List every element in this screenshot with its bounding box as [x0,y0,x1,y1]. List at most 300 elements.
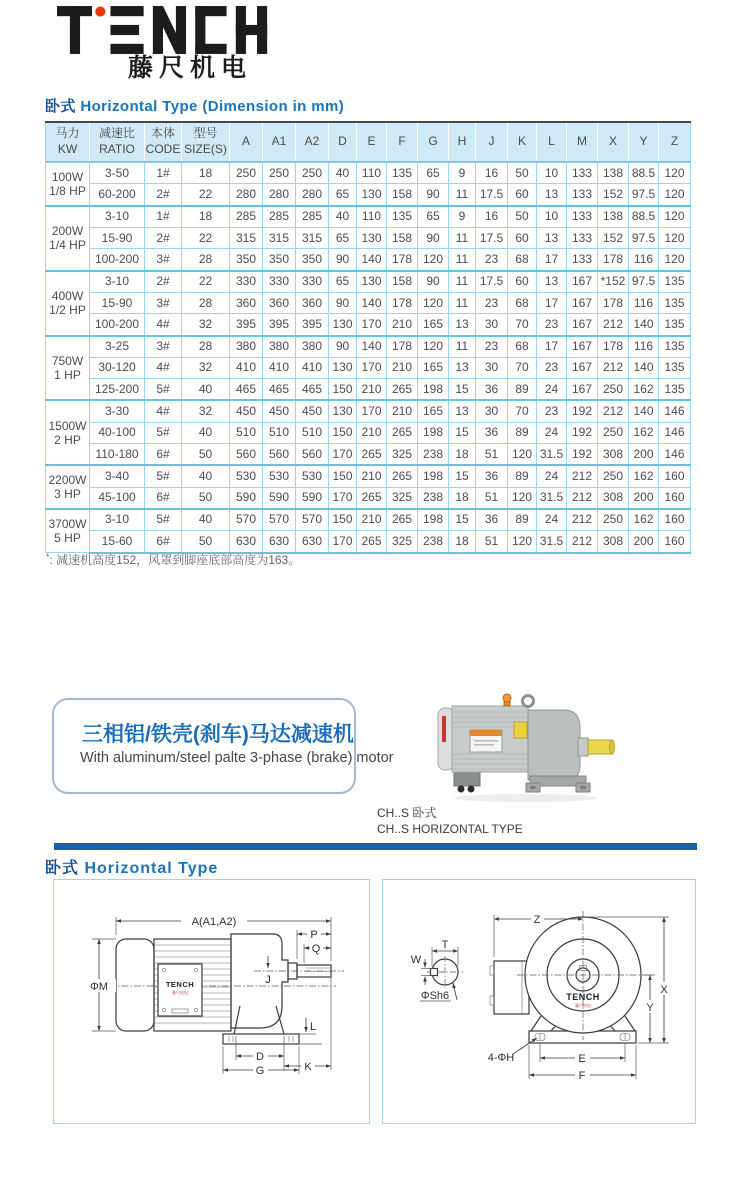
table-cell: 160 [659,465,691,487]
blue-divider-bar [54,843,697,850]
table-cell: 5# [145,422,182,443]
table-cell: 90 [329,336,357,358]
table-cell: 135 [659,379,691,401]
dim-label-g: G [255,1065,265,1077]
table-cell: 40-100 [90,422,145,443]
table-cell: 11 [449,228,476,249]
table-cell: 22 [182,228,230,249]
table-row [46,379,691,401]
table-row [46,487,691,509]
table-cell: 167 [567,292,598,313]
table-cell: 36 [476,422,508,443]
table-cell: 285 [230,206,263,228]
table-cell: 238 [418,444,449,466]
table-cell: 50 [182,487,230,509]
table-cell: 170 [329,487,357,509]
table-cell: 308 [598,487,629,509]
table-cell: 530 [263,465,296,487]
col-header-k: K [508,122,537,162]
dim-label-f: F [578,1070,586,1082]
table-cell: 146 [659,444,691,466]
table-cell: 465 [230,379,263,401]
warning-label [514,722,527,738]
table-cell: 65 [418,162,449,184]
product-photo [430,688,620,806]
dim-label-t: T [441,939,449,951]
table-cell: 140 [629,400,659,422]
table-cell: 133 [567,228,598,249]
table-cell: 170 [357,357,387,378]
table-cell: 160 [659,531,691,553]
table-cell: 212 [598,357,629,378]
table-cell: 100-200 [90,314,145,336]
table-cell: 160 [659,509,691,531]
table-cell: 158 [387,228,418,249]
dimension-table [45,121,691,554]
table-cell: 200 [629,444,659,466]
table-cell: 9 [449,162,476,184]
table-cell: 360 [296,292,329,313]
table-cell: 18 [182,162,230,184]
col-header-a: A [230,122,263,162]
table-cell: 70 [508,357,537,378]
table-cell: 140 [629,357,659,378]
table-cell: 3-30 [90,400,145,422]
table-cell: 395 [263,314,296,336]
col-header-m: M [567,122,598,162]
col-header-a1: A1 [263,122,296,162]
table-cell: 130 [329,400,357,422]
table-row [46,444,691,466]
table-cell: 560 [263,444,296,466]
table-cell: 65 [329,271,357,293]
table-cell: 250 [598,509,629,531]
table-cell: 100-200 [90,249,145,271]
table-cell: 4# [145,400,182,422]
table-cell: 395 [230,314,263,336]
col-header-kw: 马力 KW [46,122,90,162]
table-cell: 90 [329,249,357,271]
table-cell: 18 [449,444,476,466]
table-cell: 360 [263,292,296,313]
photo-shadow [454,794,598,802]
table-cell: 198 [418,422,449,443]
table-cell: 165 [418,357,449,378]
section-heading-dimensions [45,95,344,116]
dim-label-y: Y [646,1002,654,1014]
table-cell: 15-60 [90,531,145,553]
table-cell: 89 [508,509,537,531]
col-header-g: G [418,122,449,162]
table-cell: 140 [357,292,387,313]
table-cell: 162 [629,465,659,487]
table-cell: 16 [476,162,508,184]
power-cell: 2200W 3 HP [46,465,90,509]
col-header-ratio: 减速比 RATIO [90,122,145,162]
dim-label-e: E [578,1053,586,1065]
table-cell: 90 [418,271,449,293]
table-cell: 135 [659,336,691,358]
table-cell: 380 [296,336,329,358]
table-cell: 167 [567,271,598,293]
table-cell: 200 [629,487,659,509]
table-cell: 120 [659,206,691,228]
power-cell: 100W 1/8 HP [46,162,90,206]
table-cell: 5# [145,465,182,487]
col-header-f: F [387,122,418,162]
table-cell: 210 [387,357,418,378]
table-cell: 165 [418,314,449,336]
table-cell: 308 [598,531,629,553]
table-cell: 120 [418,249,449,271]
table-cell: 110-180 [90,444,145,466]
table-cell: 23 [476,249,508,271]
table-cell: 11 [449,271,476,293]
table-cell: 135 [387,162,418,184]
table-cell: 570 [230,509,263,531]
table-cell: 125-200 [90,379,145,401]
table-cell: 68 [508,336,537,358]
base-plate [223,1034,299,1044]
motor-body [452,706,528,772]
col-header-a2: A2 [296,122,329,162]
table-cell: 250 [263,162,296,184]
col-header-l: L [537,122,567,162]
table-cell: 138 [598,206,629,228]
table-cell: 17.5 [476,184,508,206]
red-stripe-sticker [442,716,446,742]
tench-logo-letters [57,6,269,54]
mounting-feet [526,776,590,792]
table-cell: 23 [537,357,567,378]
table-cell: 530 [296,465,329,487]
table-cell: 590 [263,487,296,509]
table-cell: 40 [182,509,230,531]
table-row [46,314,691,336]
table-cell: 170 [329,531,357,553]
table-cell: 88.5 [629,206,659,228]
table-cell: 89 [508,465,537,487]
table-cell: 17 [537,292,567,313]
table-cell: 330 [230,271,263,293]
table-cell: 23 [537,400,567,422]
table-cell: 200 [629,531,659,553]
table-cell: 590 [296,487,329,509]
table-cell: 465 [263,379,296,401]
table-row [46,400,691,422]
table-cell: 160 [659,487,691,509]
table-cell: 32 [182,400,230,422]
drawing-logo-text: TENCH [566,992,600,1002]
table-cell: 13 [449,314,476,336]
caption-line-zh: CH..S 卧式 [377,806,437,820]
table-cell: 30-120 [90,357,145,378]
table-cell: 315 [263,228,296,249]
col-header-h: H [449,122,476,162]
table-cell: 280 [296,184,329,206]
table-cell: 395 [296,314,329,336]
table-cell: 146 [659,422,691,443]
table-cell: 178 [387,292,418,313]
col-header-y: Y [629,122,659,162]
table-cell: 130 [329,357,357,378]
table-cell: 570 [296,509,329,531]
table-cell: 212 [567,509,598,531]
table-cell: 140 [629,314,659,336]
table-cell: 630 [263,531,296,553]
table-cell: 238 [418,487,449,509]
table-cell: 51 [476,531,508,553]
table-cell: 178 [598,249,629,271]
table-cell: 32 [182,357,230,378]
table-cell: 120 [418,292,449,313]
table-cell: 210 [387,400,418,422]
table-cell: 68 [508,292,537,313]
power-cell: 750W 1 HP [46,336,90,401]
eye-bolt [523,696,534,707]
table-cell: 130 [357,184,387,206]
table-row [46,206,691,228]
table-cell: 212 [598,314,629,336]
table-cell: 13 [449,400,476,422]
table-cell: 28 [182,292,230,313]
table-cell: 167 [567,336,598,358]
dim-label-z: Z [533,914,541,926]
table-cell: 120 [508,487,537,509]
table-cell: 32 [182,314,230,336]
table-row [46,271,691,293]
table-cell: 120 [659,162,691,184]
table-cell: 150 [329,379,357,401]
table-cell: 24 [537,379,567,401]
table-cell: 116 [629,336,659,358]
table-cell: 31.5 [537,444,567,466]
drawing-logo-subtext: 藤尺机电 [575,1003,591,1008]
table-cell: 410 [263,357,296,378]
table-cell: 170 [357,400,387,422]
caption-line-en: CH..S HORIZONTAL TYPE [377,821,523,836]
dim-label-p: P [310,929,318,941]
col-header-code: 本体 CODE [145,122,182,162]
table-cell: 60 [508,228,537,249]
table-cell: 51 [476,487,508,509]
table-cell: 192 [567,422,598,443]
table-cell: 2# [145,228,182,249]
col-header-d: D [329,122,357,162]
table-cell: 3# [145,336,182,358]
table-cell: 178 [598,336,629,358]
table-cell: 325 [387,444,418,466]
table-cell: 1# [145,162,182,184]
table-cell: 70 [508,314,537,336]
table-cell: 28 [182,249,230,271]
table-cell: 15 [449,422,476,443]
table-cell: 162 [629,509,659,531]
table-cell: 22 [182,184,230,206]
table-cell: 265 [387,509,418,531]
table-cell: 97.5 [629,184,659,206]
table-cell: 13 [537,228,567,249]
table-cell: 140 [357,249,387,271]
dim-label-q: Q [311,943,321,955]
table-cell: 15-90 [90,228,145,249]
table-cell: 120 [659,228,691,249]
table-row [46,465,691,487]
table-cell: 285 [296,206,329,228]
table-cell: 133 [567,249,598,271]
table-cell: 130 [357,271,387,293]
table-cell: 90 [418,184,449,206]
table-cell: 380 [230,336,263,358]
table-cell: 68 [508,249,537,271]
table-cell: 6# [145,487,182,509]
table-cell: 130 [329,314,357,336]
table-cell: 5# [145,509,182,531]
table-cell: 23 [537,314,567,336]
table-cell: 28 [182,336,230,358]
table-cell: 24 [537,509,567,531]
dimension-table-wrap [45,121,691,554]
table-cell: 10 [537,162,567,184]
dim-label-shaft: ΦSh6 [420,990,450,1002]
table-cell: 265 [387,379,418,401]
table-row [46,184,691,206]
table-cell: 165 [418,400,449,422]
table-row [46,249,691,271]
table-row [46,357,691,378]
table-cell: 162 [629,422,659,443]
motor-end-cap-outline [116,939,154,1031]
power-cell: 200W 1/4 HP [46,206,90,271]
table-header [46,122,691,162]
table-cell: 570 [263,509,296,531]
table-cell: 410 [230,357,263,378]
table-cell: 250 [598,422,629,443]
table-cell: 13 [449,357,476,378]
table-cell: 30 [476,357,508,378]
table-row [46,422,691,443]
table-cell: 450 [263,400,296,422]
drawing-logo-subtext: 藤尺机电 [172,990,188,995]
table-cell: 36 [476,465,508,487]
table-cell: 10 [537,206,567,228]
terminal-box-outline [494,961,529,1014]
table-cell: 265 [387,465,418,487]
table-cell: 350 [263,249,296,271]
breather-plug [503,694,511,706]
table-cell: 3# [145,249,182,271]
table-cell: 40 [182,422,230,443]
table-cell: 630 [230,531,263,553]
table-cell: 410 [296,357,329,378]
banner-title-zh: 三相铝/铁壳(刹车)马达减速机 [82,723,354,746]
table-cell: 158 [387,184,418,206]
table-cell: 120 [418,336,449,358]
table-cell: 16 [476,206,508,228]
table-row [46,336,691,358]
table-cell: 3# [145,292,182,313]
table-cell: 3-10 [90,509,145,531]
col-header-z: Z [659,122,691,162]
table-cell: 3-25 [90,336,145,358]
table-cell: 11 [449,184,476,206]
table-row [46,162,691,184]
logo-red-dot [95,6,105,16]
col-header-x: X [598,122,629,162]
table-cell: 5# [145,379,182,401]
table-cell: 560 [296,444,329,466]
table-cell: 465 [296,379,329,401]
table-cell: 15-90 [90,292,145,313]
table-cell: 2# [145,184,182,206]
table-cell: 212 [567,531,598,553]
table-cell: 89 [508,422,537,443]
dim-label-hole: 4-ΦH [487,1052,515,1064]
table-cell: 315 [296,228,329,249]
table-cell: 198 [418,509,449,531]
table-cell: 30 [476,314,508,336]
table-cell: 97.5 [629,271,659,293]
table-cell: 110 [357,162,387,184]
product-caption [377,806,523,837]
table-cell: 24 [537,422,567,443]
table-cell: 170 [329,444,357,466]
table-cell: 2# [145,271,182,293]
table-cell: 23 [476,336,508,358]
table-cell: 65 [329,184,357,206]
table-cell: 280 [230,184,263,206]
table-cell: 135 [659,357,691,378]
dim-label-w: W [410,954,422,966]
table-cell: 40 [329,162,357,184]
brand-chinese-name: 藤尺机电 [128,54,253,82]
table-cell: 167 [567,379,598,401]
table-cell: 212 [567,465,598,487]
table-cell: 4# [145,357,182,378]
power-cell: 3700W 5 HP [46,509,90,553]
dim-label-j: J [265,974,271,986]
table-cell: 40 [182,379,230,401]
table-cell: 3-40 [90,465,145,487]
table-cell: 178 [387,249,418,271]
table-cell: 380 [263,336,296,358]
power-cell: 400W 1/2 HP [46,271,90,336]
table-cell: 116 [629,292,659,313]
table-cell: 250 [598,379,629,401]
table-cell: 9 [449,206,476,228]
col-header-size(s): 型号 SIZE(S) [182,122,230,162]
table-row [46,292,691,313]
table-cell: 265 [387,422,418,443]
table-cell: 330 [296,271,329,293]
table-cell: 60-200 [90,184,145,206]
table-cell: 120 [508,531,537,553]
table-cell: 135 [659,314,691,336]
table-cell: 210 [387,314,418,336]
table-cell: 40 [329,206,357,228]
table-cell: 178 [598,292,629,313]
table-cell: 265 [357,444,387,466]
table-cell: 135 [387,206,418,228]
table-cell: 510 [296,422,329,443]
table-cell: 210 [357,465,387,487]
dim-label-k: K [304,1061,312,1073]
table-cell: 18 [182,206,230,228]
table-cell: 65 [329,228,357,249]
table-row [46,509,691,531]
table-cell: 210 [357,422,387,443]
table-cell: 88.5 [629,162,659,184]
